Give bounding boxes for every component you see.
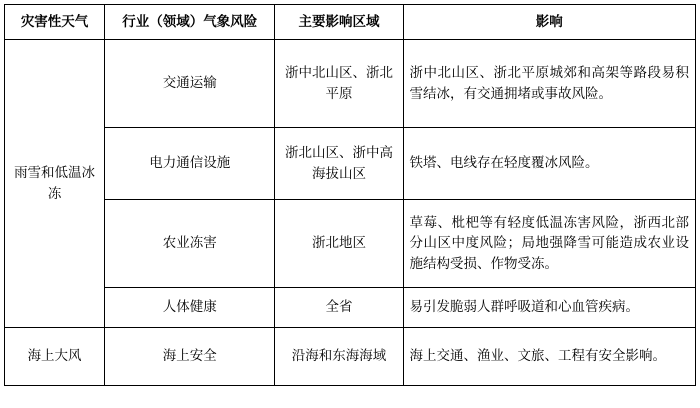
- meteorological-risk-table: [4, 4, 696, 386]
- cell-impact-maritime-safety: 海上交通、渔业、文旅、工程有安全影响。: [403, 328, 695, 386]
- table-body: [5, 40, 696, 386]
- column-header-sector-risk: 行业（领域）气象风险: [105, 5, 275, 40]
- cell-impact-power-telecom: 铁塔、电线存在轻度覆冰风险。: [403, 128, 695, 200]
- cell-sector-power-telecom: 电力通信设施: [105, 128, 275, 200]
- cell-sector-maritime-safety: 海上安全: [105, 328, 275, 386]
- table-row: [5, 128, 696, 200]
- cell-sector-human-health: 人体健康: [105, 288, 275, 328]
- document-page: [0, 4, 700, 408]
- table-row: [5, 200, 696, 288]
- cell-impact-transport: 浙中北山区、浙北平原城郊和高架等路段易积雪结冰，有交通拥堵或事故风险。: [403, 40, 695, 128]
- column-header-impact: 影响: [403, 5, 695, 40]
- cell-impact-human-health: 易引发脆弱人群呼吸道和心血管疾病。: [403, 288, 695, 328]
- table-header: [5, 5, 696, 40]
- table-row: [5, 288, 696, 328]
- cell-impact-agriculture-frost: 草莓、枇杷等有轻度低温冻害风险，浙西北部分山区中度风险；局地强降雪可能造成农业设施结构受损、作物受冻。: [403, 200, 695, 288]
- cell-area-transport: 浙中北山区、浙北平原: [275, 40, 403, 128]
- cell-area-human-health: 全省: [275, 288, 403, 328]
- cell-area-agriculture-frost: 浙北地区: [275, 200, 403, 288]
- column-header-affected-area: 主要影响区域: [275, 5, 403, 40]
- table-row: [5, 40, 696, 128]
- cell-area-maritime-safety: 沿海和东海海域: [275, 328, 403, 386]
- column-header-weather: 灾害性天气: [5, 5, 105, 40]
- cell-area-power-telecom: 浙北山区、浙中高海拔山区: [275, 128, 403, 200]
- cell-weather-sea-gale: 海上大风: [5, 328, 105, 386]
- cell-weather-snow-freeze: 雨雪和低温冰冻: [5, 40, 105, 328]
- table-header-row: [5, 5, 696, 40]
- table-row: [5, 328, 696, 386]
- cell-sector-agriculture-frost: 农业冻害: [105, 200, 275, 288]
- cell-sector-transport: 交通运输: [105, 40, 275, 128]
